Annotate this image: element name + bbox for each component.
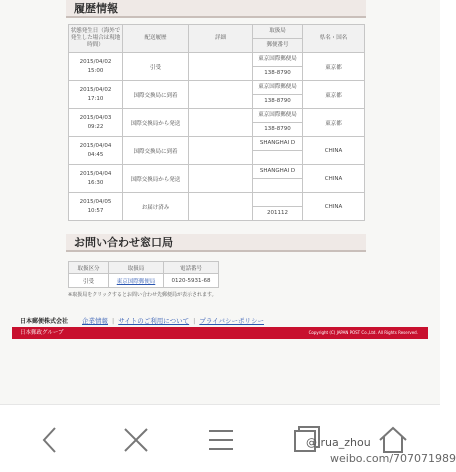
menu-icon[interactable] xyxy=(204,423,238,457)
row-status: 国際交換局から発送 xyxy=(123,109,189,137)
watermark-url: weibo.com/707071989 xyxy=(330,452,456,465)
row-region: CHINA xyxy=(303,137,365,165)
back-icon[interactable] xyxy=(34,423,68,457)
row-detail xyxy=(189,165,253,193)
row-detail xyxy=(189,109,253,137)
row-date: 2015/04/04 04:45 xyxy=(69,137,123,165)
row-region: CHINA xyxy=(303,165,365,193)
row-postal: 201112 xyxy=(253,207,303,221)
watermark-handle: @ rua_zhou xyxy=(306,436,371,449)
row-office: 東京国際郵便局 xyxy=(253,109,303,123)
history-section-title: 履歴情報 xyxy=(66,0,366,18)
contact-col-category: 取扱区分 xyxy=(69,262,109,274)
row-region: 東京都 xyxy=(303,109,365,137)
row-detail xyxy=(189,81,253,109)
row-status: お届け済み xyxy=(123,193,189,221)
row-region: 東京都 xyxy=(303,53,365,81)
row-detail xyxy=(189,53,253,81)
footer-link-privacy[interactable]: プライバシーポリシー xyxy=(199,317,265,325)
history-table xyxy=(68,24,365,221)
col-office: 取扱局 xyxy=(253,25,303,39)
contact-note: ※取扱局をクリックするとお問い合わせ先郵便局が表示されます。 xyxy=(68,292,217,298)
col-region: 県名・国名 xyxy=(303,25,365,53)
table-row xyxy=(69,193,365,207)
row-date: 2015/04/04 16:30 xyxy=(69,165,123,193)
row-postal: 138-8790 xyxy=(253,123,303,137)
footer-separator: | xyxy=(112,317,115,325)
row-office: SHANGHAI D xyxy=(253,137,303,151)
row-postal xyxy=(253,179,303,193)
contact-table xyxy=(68,261,219,288)
contact-col-phone: 電話番号 xyxy=(164,262,219,274)
group-brand: 日本郵政グループ xyxy=(20,330,64,336)
contact-col-office: 取扱局 xyxy=(109,262,164,274)
col-status: 配送履歴 xyxy=(123,25,189,53)
row-date: 2015/04/05 10:57 xyxy=(69,193,123,221)
close-icon[interactable] xyxy=(119,423,153,457)
row-region: CHINA xyxy=(303,193,365,221)
row-detail xyxy=(189,137,253,165)
row-region: 東京都 xyxy=(303,81,365,109)
table-row xyxy=(69,53,365,67)
row-office xyxy=(253,193,303,207)
footer-link-terms[interactable]: サイトのご利用について xyxy=(118,317,190,325)
col-detail: 詳細 xyxy=(189,25,253,53)
row-date: 2015/04/02 15:00 xyxy=(69,53,123,81)
row-office: 東京国際郵便局 xyxy=(253,81,303,95)
footer-bar xyxy=(12,327,428,339)
row-status: 国際交換局に到着 xyxy=(123,137,189,165)
footer-separator: | xyxy=(193,317,196,325)
row-status: 国際交換局に到着 xyxy=(123,81,189,109)
contact-phone: 0120-5931-68 xyxy=(164,274,219,288)
footer-link-company[interactable]: 企業情報 xyxy=(82,317,108,325)
row-detail xyxy=(189,193,253,221)
row-status: 引受 xyxy=(123,53,189,81)
contact-category: 引受 xyxy=(69,274,109,288)
contact-section-title: お問い合わせ窓口局 xyxy=(66,234,366,252)
row-office: 東京国際郵便局 xyxy=(253,53,303,67)
col-postal: 郵便番号 xyxy=(253,39,303,53)
row-office: SHANGHAI D xyxy=(253,165,303,179)
row-postal: 138-8790 xyxy=(253,67,303,81)
table-row xyxy=(69,109,365,123)
table-row xyxy=(69,81,365,95)
footer-links xyxy=(82,316,268,325)
row-postal: 138-8790 xyxy=(253,95,303,109)
col-date: 状態発生日（海外で発生した場合は現地時間） xyxy=(69,25,123,53)
table-row xyxy=(69,137,365,151)
row-date: 2015/04/02 17:10 xyxy=(69,81,123,109)
row-date: 2015/04/03 09:22 xyxy=(69,109,123,137)
row-postal xyxy=(253,151,303,165)
table-row xyxy=(69,274,219,288)
row-status: 国際交換局から発送 xyxy=(123,165,189,193)
contact-office-link[interactable]: 東京国際郵便局 xyxy=(109,274,164,288)
japanpost-logo: 日本郵便株式会社 xyxy=(20,318,69,325)
copyright: Copyright (C) JAPAN POST Co.,Ltd. All Rights Reserved. xyxy=(308,330,418,335)
table-row xyxy=(69,165,365,179)
